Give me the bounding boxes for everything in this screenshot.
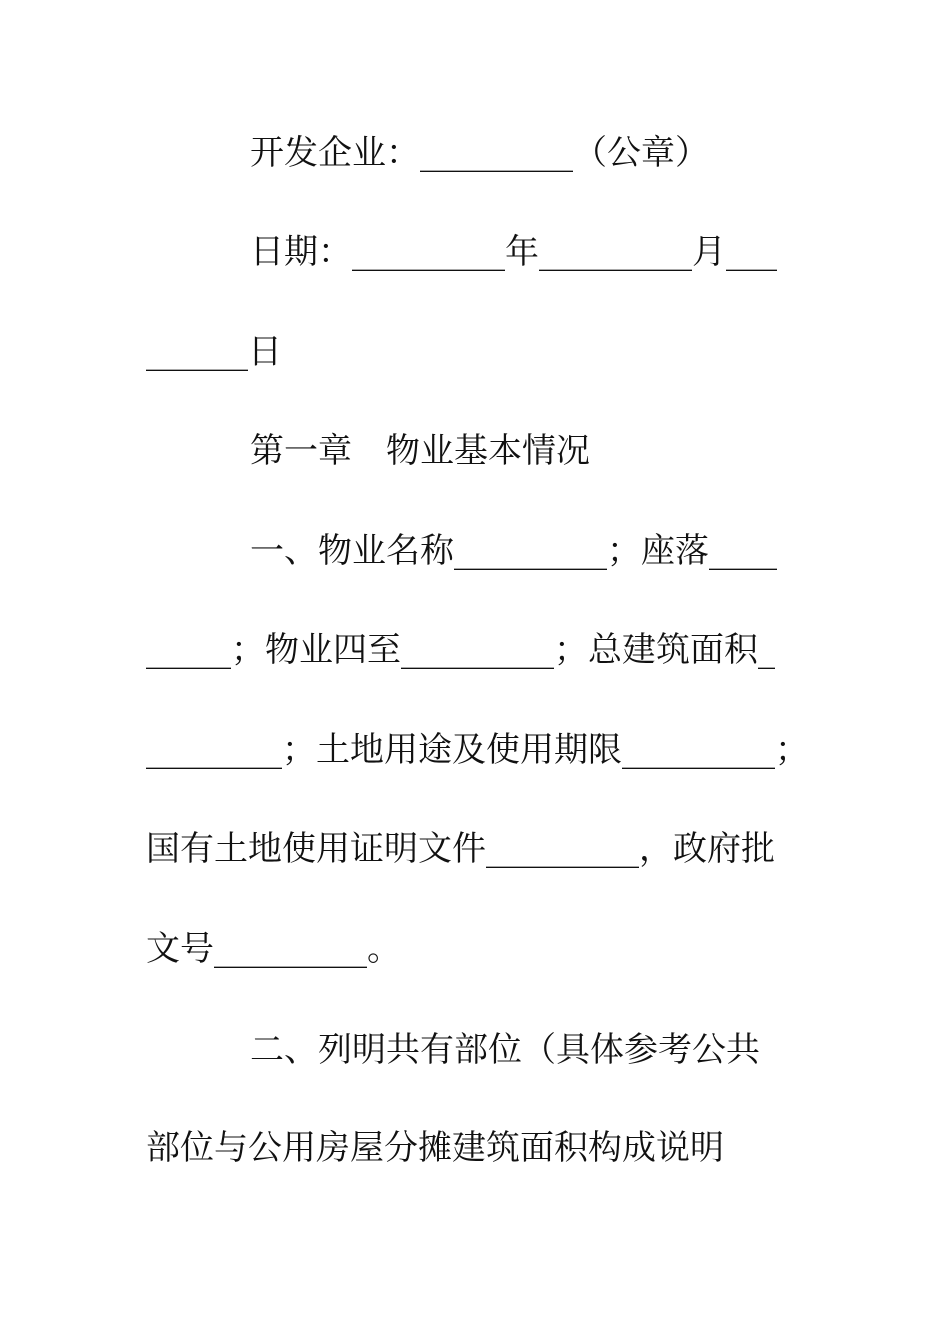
property-name-line: 一、物业名称_________；座落____: [250, 531, 777, 571]
property-boundary-line: _____；物业四至_________；总建筑面积_: [146, 630, 775, 670]
date-line: 日期：_________年_________月___: [250, 232, 777, 272]
land-certificate-line: 国有土地使用证明文件_________，政府批: [146, 829, 775, 869]
approval-number-line: 文号_________。: [146, 929, 401, 969]
shared-parts-line: 二、列明共有部位（具体参考公共: [250, 1030, 760, 1070]
land-use-line: ________；土地用途及使用期限_________；: [146, 730, 809, 770]
date-line-continued: ______日: [146, 332, 282, 372]
developer-seal-line: 开发企业：_________（公章）: [250, 133, 709, 173]
shared-parts-line-continued: 部位与公用房屋分摊建筑面积构成说明: [146, 1128, 724, 1168]
chapter-heading: 第一章 物业基本情况: [250, 431, 590, 471]
